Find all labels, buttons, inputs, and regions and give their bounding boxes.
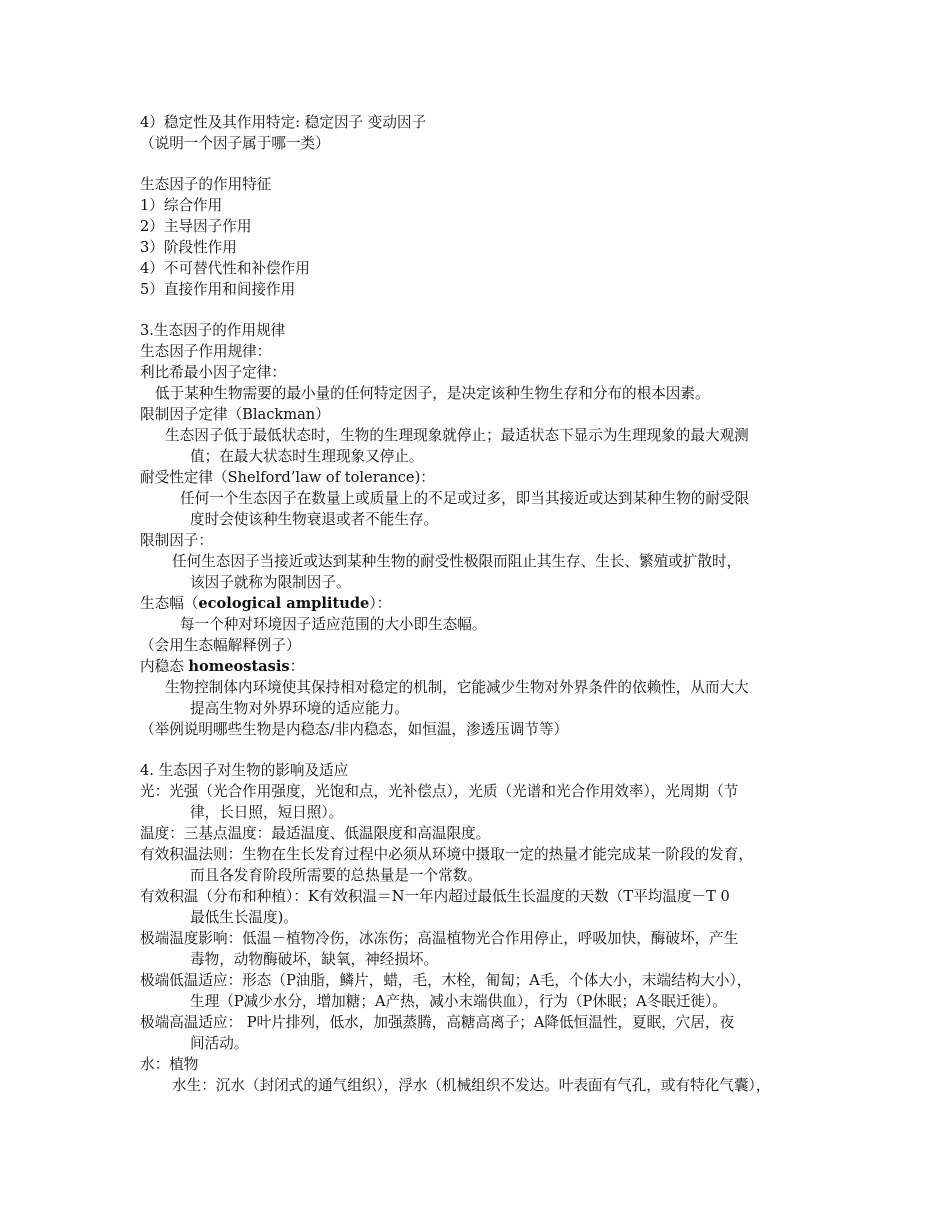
text-line: 极端温度影响：低温－植物冷伤，冰冻伤；高温植物光合作用停止，呼吸加快，酶破坏，产生 <box>140 930 739 947</box>
list-item: 2）主导因子作用 <box>140 218 252 235</box>
text-line: 间活动。 <box>190 1035 249 1052</box>
text-line: 极端低温适应：形态（P油脂，鳞片，蜡，毛，木栓，匍匐；A毛，个体大小，末端结构大小）， <box>140 972 752 989</box>
text-fragment: ）： <box>369 595 392 612</box>
term-bold: homeostasis <box>188 658 290 675</box>
text-line: 有效积温法则：生物在生长发育过程中必须从环境中摄取一定的热量才能完成某一阶段的发育， <box>140 846 753 863</box>
text-line: 生理（P减少水分，增加糖；A产热，减小末端供血），行为（P休眠；A冬眠迁徙）。 <box>190 993 727 1010</box>
list-item: 1）综合作用 <box>140 197 223 214</box>
text-line <box>140 657 304 677</box>
text-line: （说明一个因子属于哪一类） <box>140 135 330 152</box>
text-line: 低于某种生物需要的最小量的任何特定因子，是决定该种生物生存和分布的根本因素。 <box>155 385 710 402</box>
text-line: （会用生态幅解释例子） <box>140 637 301 654</box>
text-line: 限制因子： <box>140 532 213 549</box>
text-line: 该因子就称为限制因子。 <box>190 574 351 591</box>
text-line: 水：植物 <box>140 1056 199 1073</box>
text-line: 光：光强（光合作用强度，光饱和点，光补偿点），光质（光谱和光合作用效率），光周期（节 <box>140 783 739 800</box>
section-heading: 3.生态因子的作用规律 <box>140 322 286 339</box>
text-line: 任何一个生态因子在数量上或质量上的不足或过多，即当其接近或达到某种生物的耐受限 <box>180 490 750 507</box>
text-line: 水生：沉水（封闭式的通气组织），浮水（机械组织不发达。叶表面有气孔，或有特化气囊）， <box>172 1077 771 1094</box>
text-line: 每一个种对环境因子适应范围的大小即生态幅。 <box>180 616 487 633</box>
list-item: 5）直接作用和间接作用 <box>140 281 296 298</box>
text-line: 4）稳定性及其作用特定: 稳定因子 变动因子 <box>140 114 427 131</box>
text-fragment: 生态幅（ <box>140 595 199 612</box>
text-line: 有效积温（分布和种植）：K有效积温＝N一年内超过最低生长温度的天数（T平均温度－T 0 <box>140 888 730 905</box>
term-bold: ecological amplitude <box>198 595 370 612</box>
list-item: 4）不可替代性和补偿作用 <box>140 260 310 277</box>
text-line: 度时会使该种生物衰退或者不能生存。 <box>190 511 439 528</box>
section-heading: 4. 生态因子对生物的影响及适应 <box>140 762 349 779</box>
text-line: 耐受性定律（Shelford’law of tolerance)： <box>140 469 435 486</box>
text-line: 而且各发育阶段所需要的总热量是一个常数。 <box>190 867 482 884</box>
text-line: 限制因子定律（Blackman） <box>140 406 330 423</box>
text-line: 提高生物对外界环境的适应能力。 <box>190 700 409 717</box>
text-line: 生态因子作用规律： <box>140 343 272 360</box>
text-line: 值；在最大状态时生理现象又停止。 <box>190 448 424 465</box>
text-line: 毒物，动物酶破坏，缺氧，神经损坏。 <box>190 951 439 968</box>
text-fragment: ： <box>289 658 305 675</box>
text-line: 任何生态因子当接近或达到某种生物的耐受性极限而阻止其生存、生长、繁殖或扩散时， <box>172 553 742 570</box>
text-line: 极端高温适应： P叶片排列，低水，加强蒸腾，高糖高离子；A降低恒温性，夏眠，穴居，夜 <box>140 1014 735 1031</box>
text-line: 律，长日照，短日照）。 <box>190 804 344 821</box>
section-heading: 生态因子的作用特征 <box>140 176 272 193</box>
text-line: （举例说明哪些生物是内稳态/非内稳态，如恒温，渗透压调节等） <box>140 721 569 738</box>
list-item: 3）阶段性作用 <box>140 239 237 256</box>
text-line: 生物控制体内环境使其保持相对稳定的机制，它能减少生物对外界条件的依赖性，从而大大 <box>165 679 749 696</box>
text-line: 温度：三基点温度：最适温度、低温限度和高温限度。 <box>140 825 491 842</box>
text-line: 生态因子低于最低状态时，生物的生理现象就停止；最适状态下显示为生理现象的最大观测 <box>165 427 749 444</box>
text-line <box>140 594 391 614</box>
text-line: 利比希最小因子定律： <box>140 364 286 381</box>
text-line: 最低生长温度)。 <box>190 909 298 926</box>
text-fragment: 内稳态 <box>140 658 189 675</box>
